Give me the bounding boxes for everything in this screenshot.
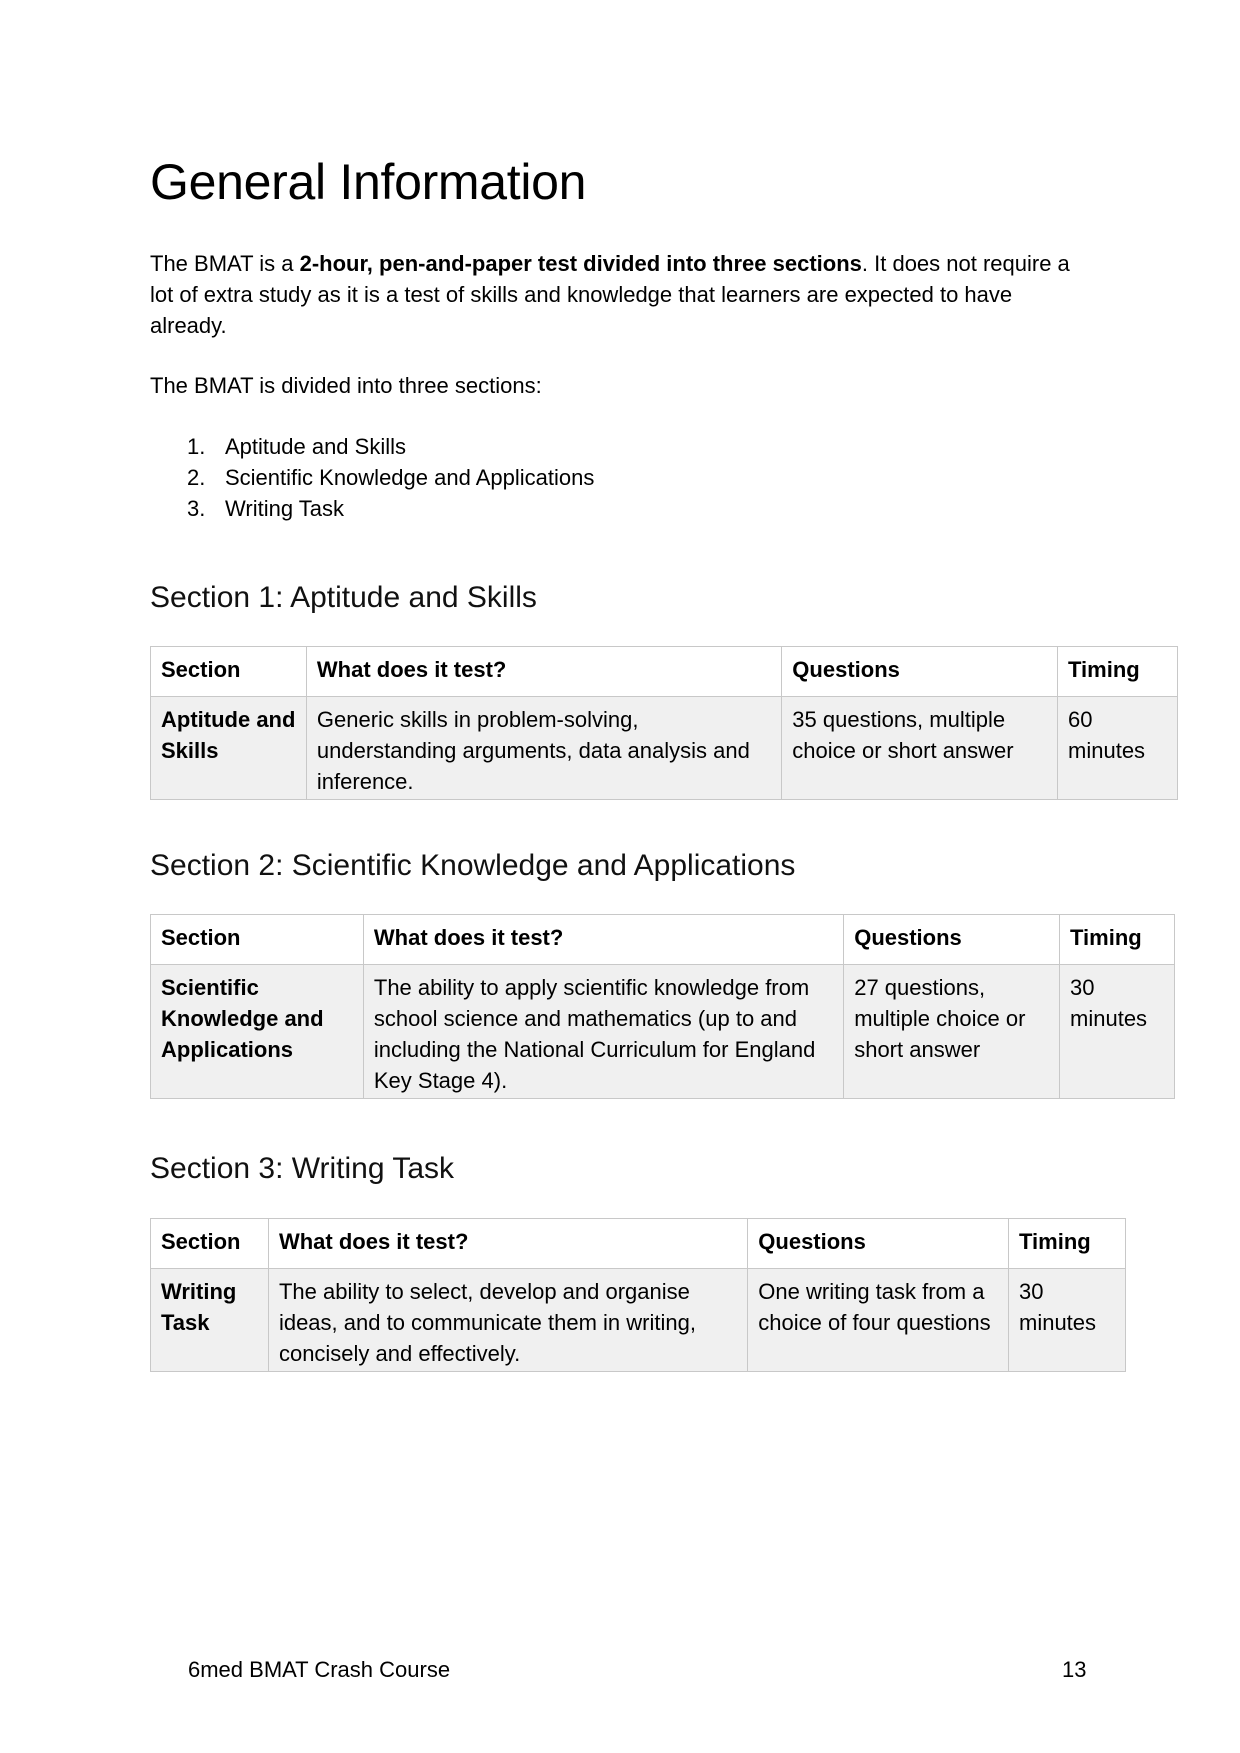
header-section: Section [151, 1219, 269, 1269]
table-header-row [151, 915, 1175, 965]
header-questions: Questions [782, 647, 1058, 697]
cell-questions: 35 questions, multiple choice or short answer [782, 697, 1058, 800]
cell-timing: 60 minutes [1058, 697, 1178, 800]
section-3-heading: Section 3: Writing Task [150, 1152, 455, 1185]
intro-suffix: . It does not require a lot of extra study as it is a test of skills and knowledge that learners are expected to have already. [150, 251, 1070, 338]
header-section: Section [151, 647, 307, 697]
table-header-row [151, 1219, 1126, 1269]
list-number: 2. [187, 465, 206, 490]
list-number: 1. [187, 434, 206, 459]
header-timing: Timing [1058, 647, 1178, 697]
list-text: Aptitude and Skills [225, 434, 406, 459]
cell-timing: 30 minutes [1060, 965, 1175, 1099]
cell-what: The ability to apply scientific knowledge from school science and mathematics (up to and including the National Curriculum for England Key Stage 4). [363, 965, 843, 1099]
cell-section: Writing Task [151, 1269, 269, 1372]
section-2-table [150, 914, 1175, 1099]
list-text: Scientific Knowledge and Applications [225, 465, 595, 490]
header-questions: Questions [748, 1219, 1009, 1269]
table-header-row [151, 647, 1178, 697]
header-what: What does it test? [268, 1219, 747, 1269]
lead-paragraph: The BMAT is divided into three sections: [150, 373, 542, 398]
list-number: 3. [187, 496, 206, 521]
list-item [150, 431, 594, 462]
header-what: What does it test? [363, 915, 843, 965]
cell-questions: 27 questions, multiple choice or short answer [844, 965, 1060, 1099]
cell-timing: 30 minutes [1009, 1269, 1126, 1372]
header-what: What does it test? [306, 647, 781, 697]
section-2-heading: Section 2: Scientific Knowledge and Applications [150, 849, 796, 882]
cell-what: The ability to select, develop and organise ideas, and to communicate them in writing, concisely and effectively. [268, 1269, 747, 1372]
list-item [150, 493, 594, 524]
header-timing: Timing [1009, 1219, 1126, 1269]
intro-bold: 2-hour, pen-and-paper test divided into three sections [299, 251, 862, 276]
header-questions: Questions [844, 915, 1060, 965]
intro-prefix: The BMAT is a [150, 251, 300, 276]
list-item [150, 462, 594, 493]
table-row [151, 697, 1178, 800]
cell-section: Aptitude and Skills [151, 697, 307, 800]
header-timing: Timing [1060, 915, 1175, 965]
table-row [151, 1269, 1126, 1372]
cell-section: Scientific Knowledge and Applications [151, 965, 364, 1099]
section-3-table [150, 1218, 1126, 1372]
table-row [151, 965, 1175, 1099]
section-1-heading: Section 1: Aptitude and Skills [150, 581, 537, 614]
header-section: Section [151, 915, 364, 965]
cell-questions: One writing task from a choice of four questions [748, 1269, 1009, 1372]
sections-list [150, 431, 594, 524]
section-1-table [150, 646, 1178, 800]
page-title: General Information [150, 154, 587, 210]
footer-title: 6med BMAT Crash Course [188, 1657, 451, 1682]
cell-what: Generic skills in problem-solving, understanding arguments, data analysis and inference. [306, 697, 781, 800]
list-text: Writing Task [225, 496, 345, 521]
page-number: 13 [1062, 1657, 1087, 1682]
intro-paragraph [150, 248, 1090, 341]
